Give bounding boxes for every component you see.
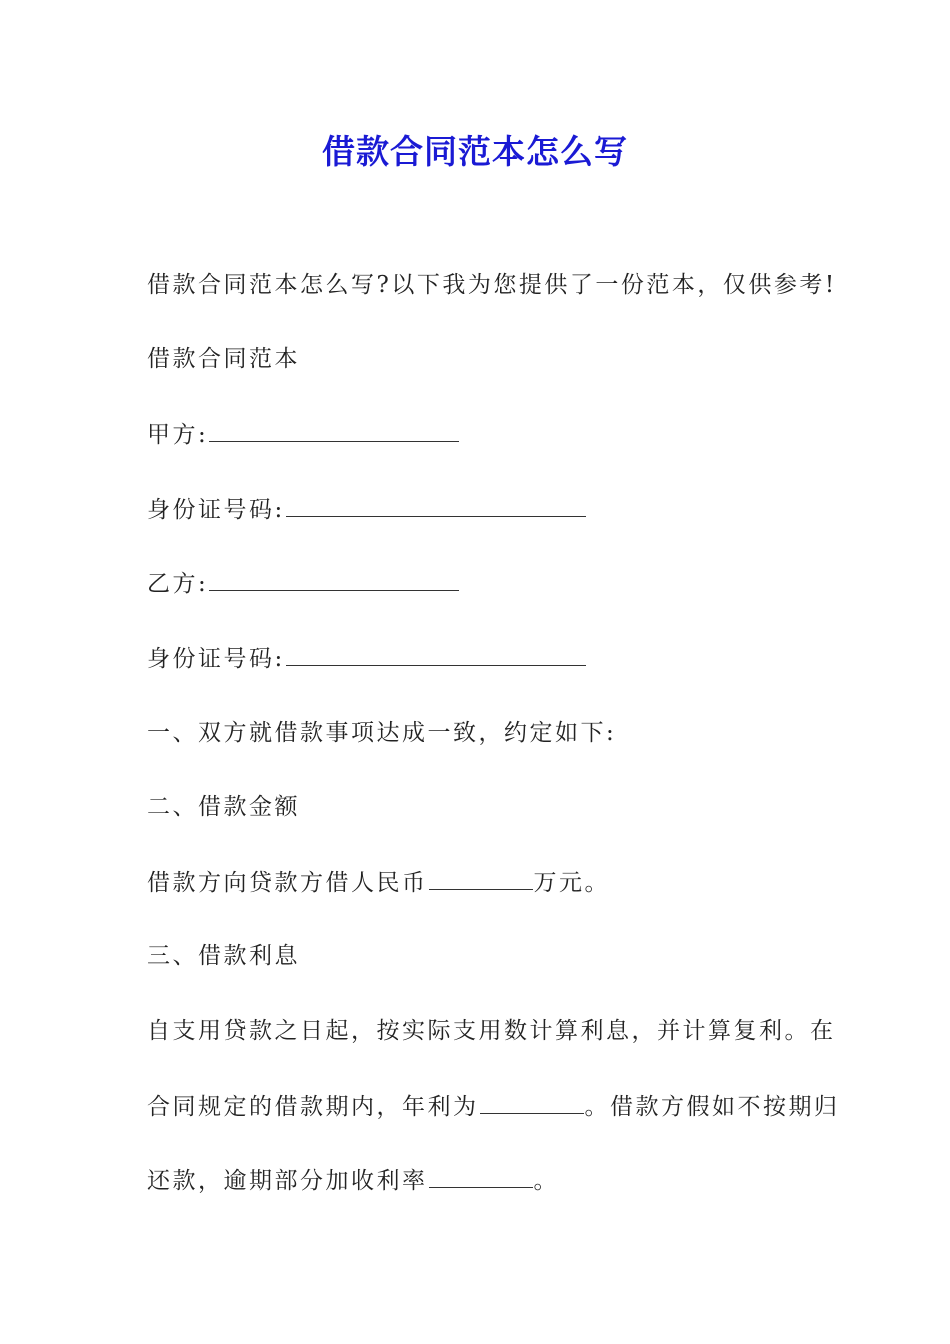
- party-b-id-label: 身份证号码:: [147, 646, 285, 672]
- clause-3-title: 三、借款利息: [147, 943, 300, 969]
- clause-3-line-3: [147, 1165, 559, 1196]
- party-b-label: 乙方:: [147, 571, 209, 597]
- party-b-blank: [209, 568, 459, 591]
- loan-amount-blank: [429, 867, 533, 890]
- clause-3-line-3-prefix: 还款，逾期部分加收利率: [147, 1168, 428, 1194]
- clause-2-prefix: 借款方向贷款方借人民币: [147, 870, 428, 896]
- party-a-row: [147, 419, 460, 450]
- clause-3-line-2: [147, 1091, 840, 1122]
- party-a-label: 甲方:: [147, 422, 209, 448]
- clause-3-line-3-suffix: 。: [533, 1168, 559, 1194]
- annual-rate-blank: [480, 1091, 584, 1114]
- contract-heading: 借款合同范本: [147, 346, 300, 372]
- document-title: 借款合同范本怎么写: [322, 132, 628, 171]
- party-a-id-blank: [286, 494, 586, 517]
- party-b-id-blank: [286, 643, 586, 666]
- clause-3-line-1: 自支用贷款之日起，按实际支用数计算利息，并计算复利。在: [147, 1018, 836, 1044]
- party-a-blank: [209, 419, 459, 442]
- overdue-rate-blank: [429, 1165, 533, 1188]
- party-a-id-label: 身份证号码:: [147, 497, 285, 523]
- party-a-id-row: [147, 494, 587, 525]
- party-b-id-row: [147, 643, 587, 674]
- clause-2-text: [147, 867, 610, 898]
- clause-3-line-2-suffix: 。借款方假如不按期归: [584, 1094, 840, 1120]
- clause-1: 一、双方就借款事项达成一致，约定如下:: [147, 720, 617, 746]
- party-b-row: [147, 568, 460, 599]
- clause-2-suffix: 万元。: [533, 870, 610, 896]
- intro-text: 借款合同范本怎么写?以下我为您提供了一份范本，仅供参考!: [147, 272, 837, 298]
- clause-3-line-2-prefix: 合同规定的借款期内，年利为: [147, 1094, 479, 1120]
- clause-2-title: 二、借款金额: [147, 794, 300, 820]
